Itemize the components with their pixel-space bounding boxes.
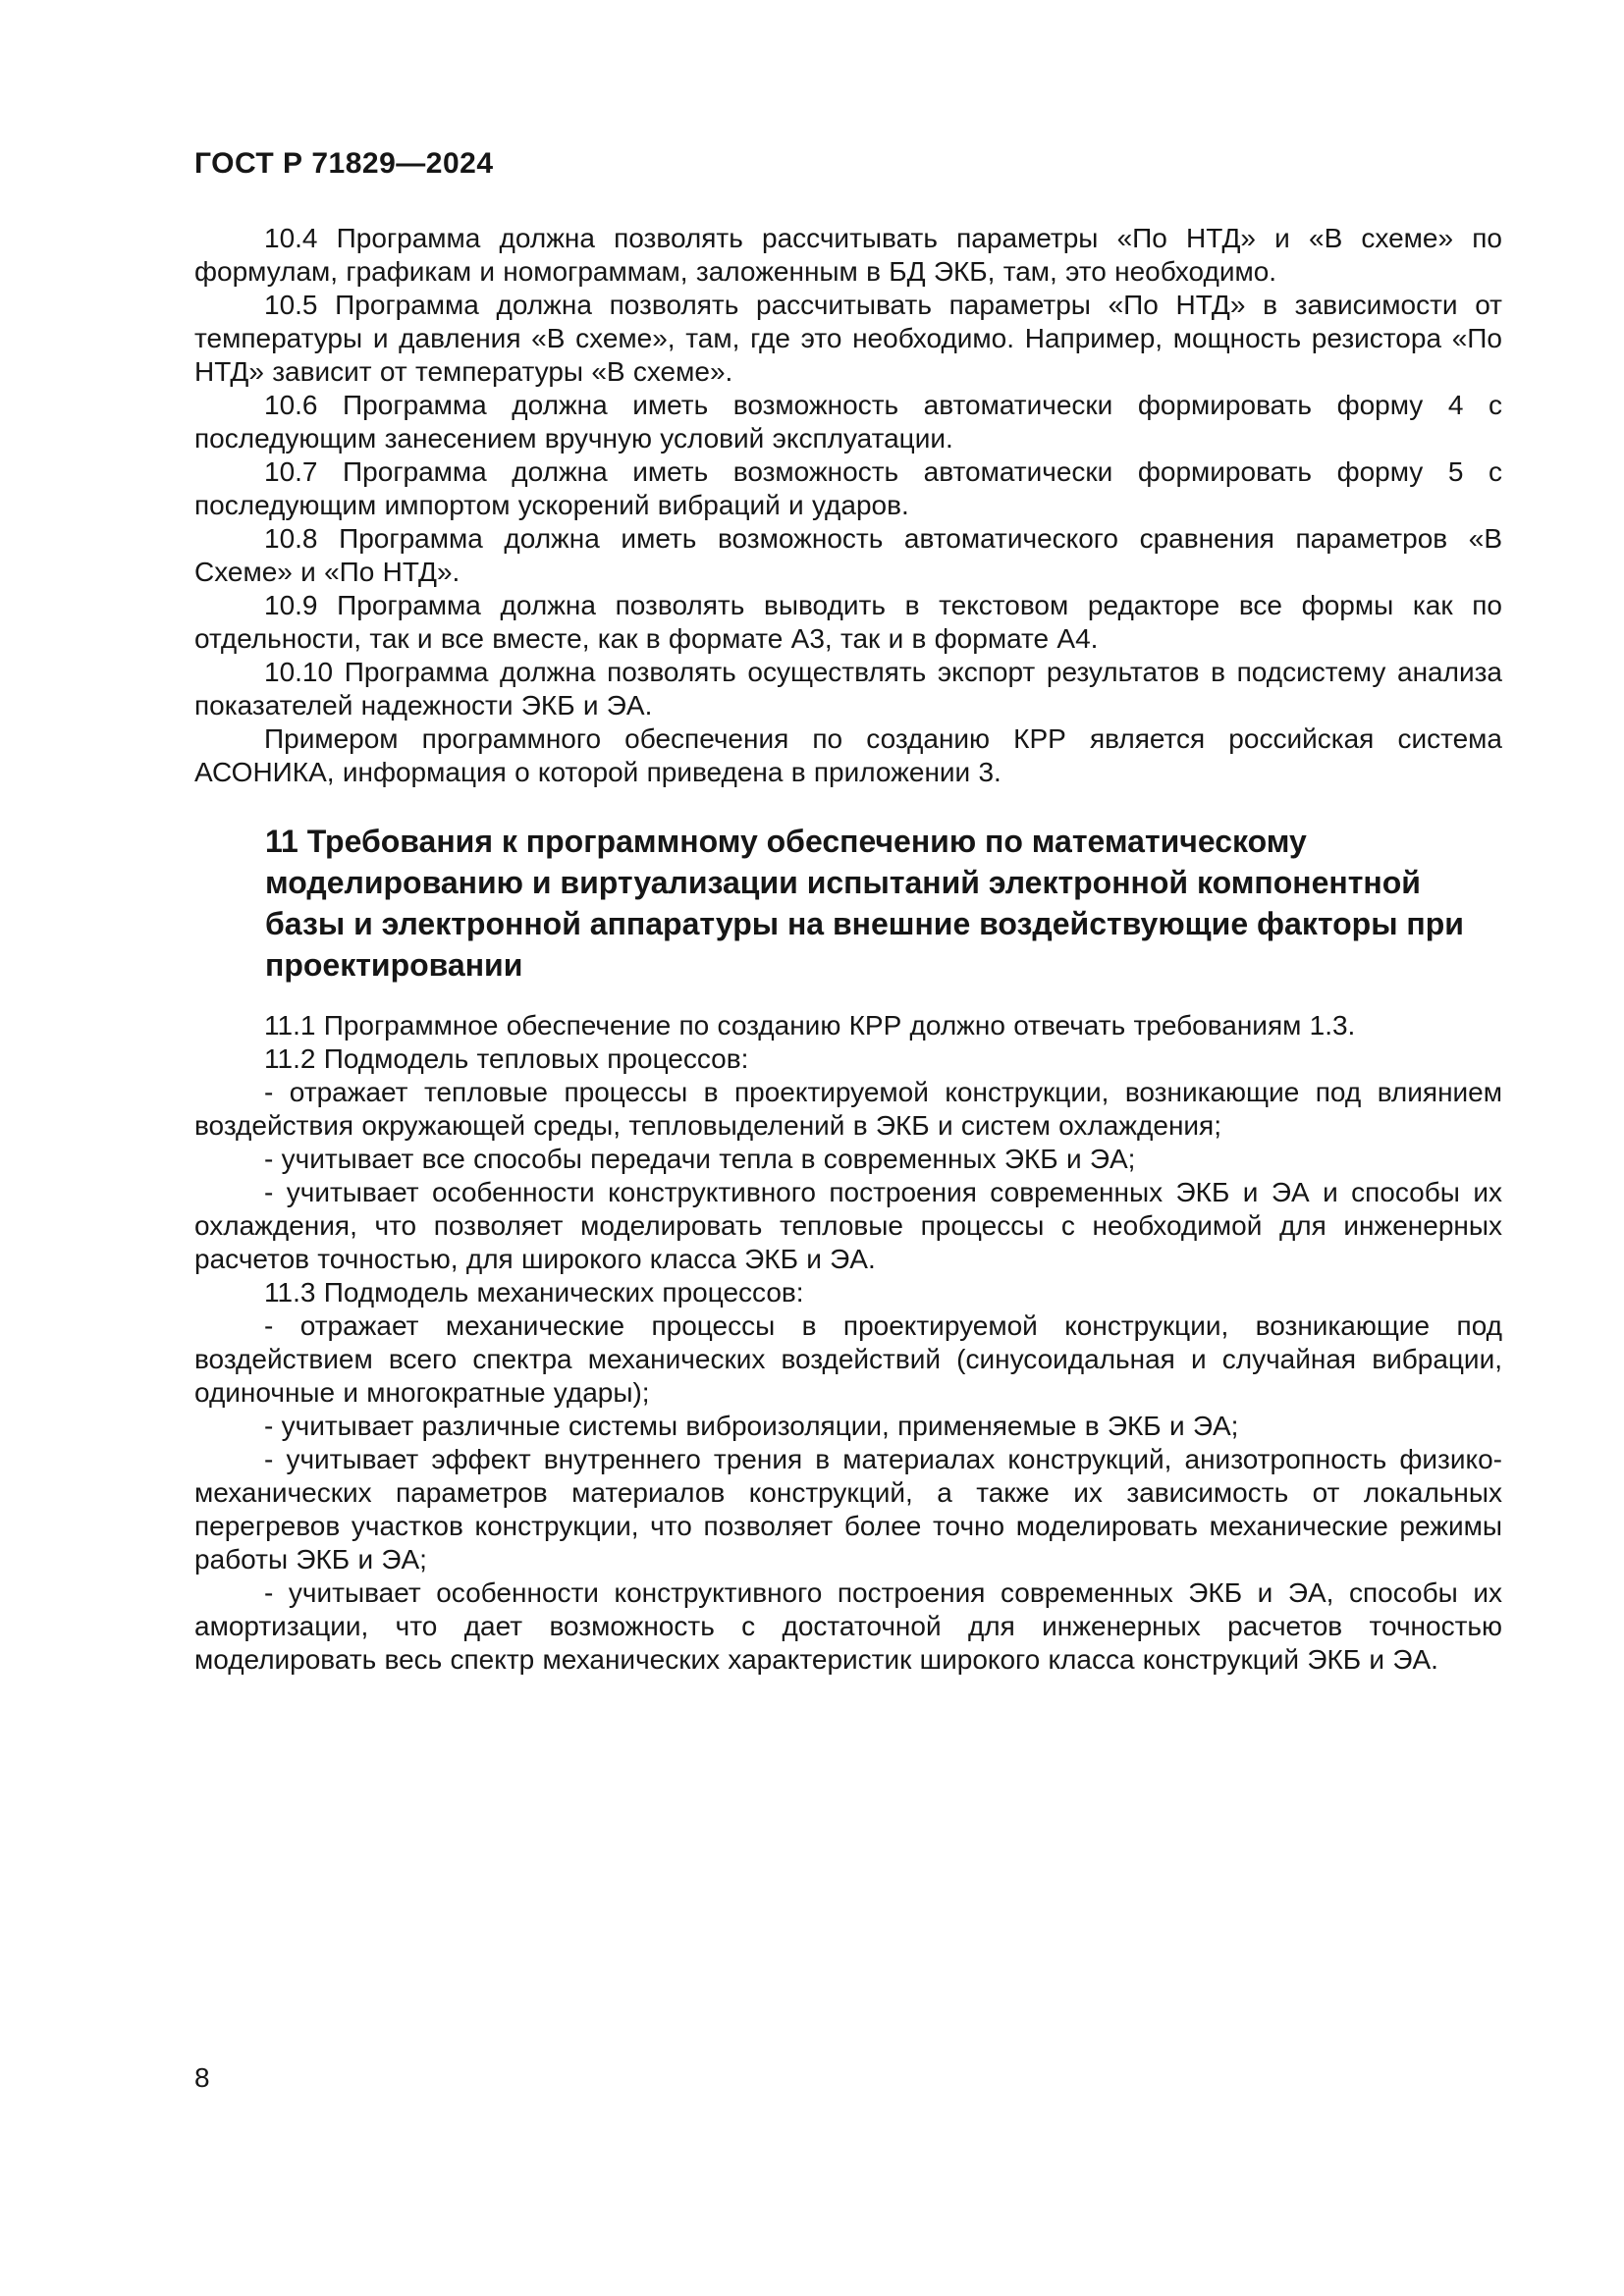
paragraph: 10.5 Программа должна позволять рассчитывать параметры «По НТД» в зависимости от температуры и давления «В схеме», там, где это необходимо. Например, мощность резистора «По НТД» зависит от температуры «В схеме».: [194, 290, 1502, 387]
paragraph: 11.3 Подмодель механических процессов:: [264, 1277, 804, 1308]
paragraph: - отражает тепловые процессы в проектируемой конструкции, возникающие под влиянием воздействия окружающей среды, тепловыделений в ЭКБ и систем охлаждения;: [194, 1077, 1502, 1141]
paragraph: 10.10 Программа должна позволять осуществлять экспорт результатов в подсистему анализа показателей надежности ЭКБ и ЭА.: [194, 657, 1502, 721]
section-11-requirements: [194, 1009, 1502, 1677]
paragraph: 10.7 Программа должна иметь возможность автоматически формировать форму 5 с последующим импортом ускорений вибраций и ударов.: [194, 456, 1502, 520]
paragraph: - учитывает все способы передачи тепла в современных ЭКБ и ЭА;: [264, 1144, 1136, 1174]
paragraph: 10.9 Программа должна позволять выводить в текстовом редакторе все формы как по отдельности, так и все вместе, как в формате А3, так и в формате А4.: [194, 590, 1502, 654]
section-10-requirements: [194, 222, 1502, 789]
paragraph: - отражает механические процессы в проектируемой конструкции, возникающие под воздействием всего спектра механических воздействий (синусоидальная и случайная вибрации, одиночные и многократные удары);: [194, 1310, 1502, 1408]
doc-designation: ГОСТ Р 71829—2024: [194, 147, 494, 180]
section-11-heading: 11 Требования к программному обеспечению по математическому моделированию и виртуализации испытаний электронной компонентной базы и электронной аппаратуры на внешние воздействующие факторы при проектировании: [265, 824, 1464, 983]
paragraph: 10.8 Программа должна иметь возможность автоматического сравнения параметров «В Схеме» и «По НТД».: [194, 523, 1502, 587]
paragraph: 11.2 Подмодель тепловых процессов:: [264, 1043, 749, 1074]
paragraph: 11.1 Программное обеспечение по созданию КРР должно отвечать требованиям 1.3.: [264, 1010, 1356, 1041]
paragraph: - учитывает особенности конструктивного построения современных ЭКБ и ЭА и способы их охлаждения, что позволяет моделировать тепловые процессы с необходимой для инженерных расчетов точностью, для широкого класса ЭКБ и ЭА.: [194, 1177, 1502, 1274]
paragraph: - учитывает эффект внутреннего трения в материалах конструкций, анизотропность физико-механических параметров материалов конструкций, а также их зависимость от локальных перегревов участков конструкции, что позволяет более точно моделировать механические режимы работы ЭКБ и ЭА;: [194, 1444, 1502, 1575]
paragraph: 10.4 Программа должна позволять рассчитывать параметры «По НТД» и «В схеме» по формулам, графикам и номограммам, заложенным в БД ЭКБ, там, это необходимо.: [194, 223, 1502, 287]
paragraph: Примером программного обеспечения по созданию КРР является российская система АСОНИКА, информация о которой приведена в приложении 3.: [194, 723, 1502, 787]
document-content: [194, 222, 1502, 1677]
page-number: 8: [194, 2062, 210, 2093]
paragraph: - учитывает особенности конструктивного построения современных ЭКБ и ЭА, способы их амортизации, что дает возможность с достаточной для инженерных расчетов точностью моделировать весь спектр механических характеристик широкого класса конструкций ЭКБ и ЭА.: [194, 1577, 1502, 1675]
paragraph: - учитывает различные системы виброизоляции, применяемые в ЭКБ и ЭА;: [264, 1411, 1239, 1441]
paragraph: 10.6 Программа должна иметь возможность автоматически формировать форму 4 с последующим занесением вручную условий эксплуатации.: [194, 390, 1502, 454]
